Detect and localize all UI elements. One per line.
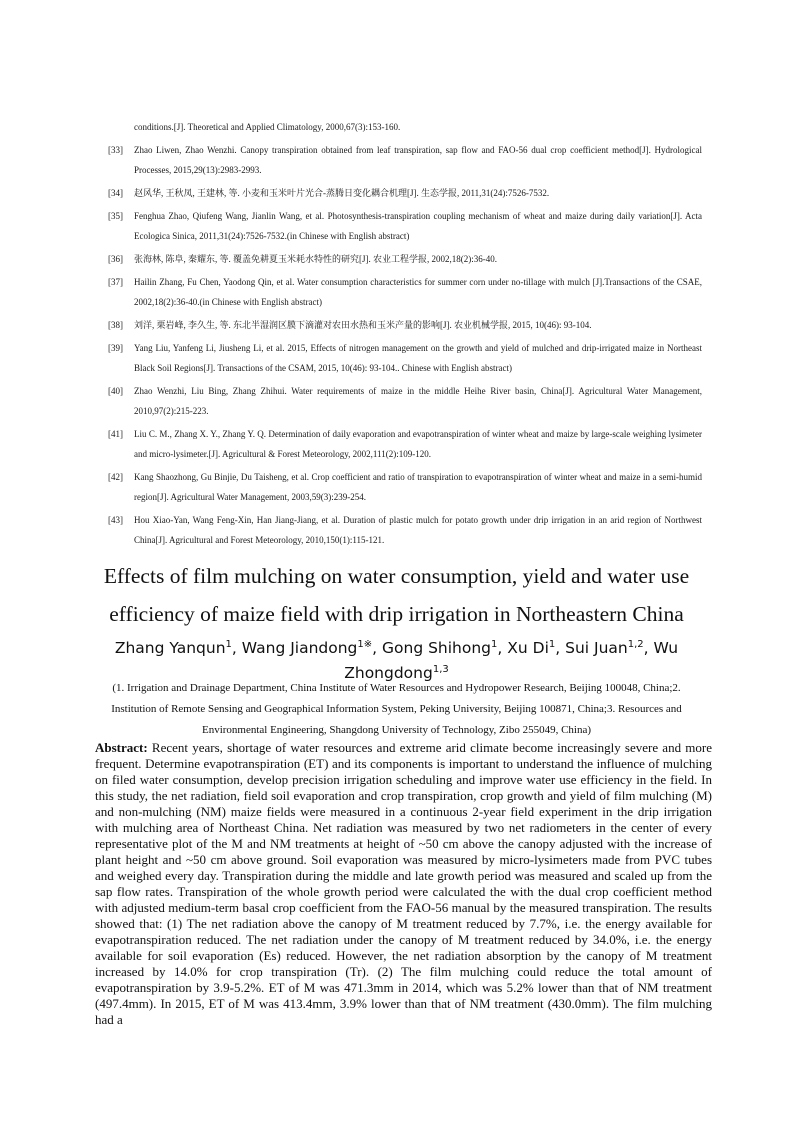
reference-item <box>108 249 702 269</box>
reference-text: Yang Liu, Yanfeng Li, Jiusheng Li, et al. 2015, Effects of nitrogen management on the growth and yield of mulched and drip-irrigated maize in Northeast Black Soil Regions[J]. Transactions of the CSAM, 2015, 10(46): 93-104.. Chinese with English abstract) <box>134 343 702 373</box>
reference-text: Hou Xiao-Yan, Wang Feng-Xin, Han Jiang-Jiang, et al. Duration of plastic mulch for potato growth under drip irrigation in an arid region of Northwest China[J]. Agricultural and Forest Meteorology, 2010,150(1):115-121. <box>134 515 702 545</box>
abstract-text: Recent years, shortage of water resources and extreme arid climate become increasingly severe and more frequent. Determine evapotranspiration (ET) and its components is important to understand the influence of mulching on filed water consumption, develop precision irrigation scheduling and improve water use efficiency in the field. In this study, the net radiation, field soil evaporation and crop transpiration, crop growth and yield of film mulching (M) and non-mulching (NM) maize fields were measured in a continuous 2-year field experiment in the drip irrigation with mulching area of Northeast China. Net radiation was measured by two net radiometers in the center of every representative plot of the M and NM treatments at height of ~50 cm above the canopy adjusted with the increase of plant height and ~50 cm above ground. Soil evaporation was measured by micro-lysimeters made from PVC tubes and weighed every day. Transpiration during the middle and late growth period was measured and scaled up from the sap flow rates. Transpiration of the whole growth period were calculated the with the dual crop coefficient method with adjusted medium-term basal crop coefficient from the FAO-56 manual by the measured transpiration. The results showed that: (1) The net radiation above the canopy of M treatment reduced by 7.7%, i.e. the energy available for evapotranspiration reduced. The net radiation under the canopy of M treatment reduced by 34.0%, i.e. the energy available for soil evaporation (Es) reduced. However, the net radiation absorption by the canopy of M treatment increased by 14.0% for crop transpiration (Tr). (2) The film mulching could reduce the total amount of evapotranspiration by 3.9-5.2%. ET of M was 471.3mm in 2014, which was 5.2% lower than that of NM treatment (497.4mm). In 2015, ET of M was 413.4mm, 3.9% lower than that of NM treatment (430.0mm). The film mulching had a <box>95 740 712 1027</box>
reference-number: [41] <box>108 429 123 439</box>
author-name: Sui Juan <box>565 639 628 658</box>
paper-title-line-1: Effects of film mulching on water consumption, yield and water use <box>103 564 690 588</box>
reference-number: [43] <box>108 515 123 525</box>
author-name: Gong Shihong <box>382 639 492 658</box>
reference-text: conditions.[J]. Theoretical and Applied Climatology, 2000,67(3):153-160. <box>134 122 401 132</box>
author-separator: , <box>372 639 382 658</box>
reference-number: [35] <box>108 211 123 221</box>
reference-item <box>108 338 702 378</box>
author-affiliation-mark: 1 <box>548 639 556 650</box>
reference-text: Kang Shaozhong, Gu Binjie, Du Taisheng, et al. Crop coefficient and ratio of transpiration to evapotranspiration of winter wheat and maize in a semi-humid region[J]. Agricultural Water Management, 2003,59(3):239-254. <box>134 472 702 502</box>
author-affiliation-mark: 1※ <box>357 639 373 650</box>
reference-item <box>108 467 702 507</box>
author-name: Xu Di <box>507 639 549 658</box>
reference-text: Liu C. M., Zhang X. Y., Zhang Y. Q. Determination of daily evaporation and evapotranspiration of winter wheat and maize by large-scale weighing lysimeter and micro-lysimeter.[J]. Agricultural & Forest Meteorology, 2002,111(2):109-120. <box>134 429 702 459</box>
reference-number: [40] <box>108 386 123 396</box>
reference-item <box>108 424 702 464</box>
affiliations: (1. Irrigation and Drainage Department, China Institute of Water Resources and Hydropower Research, Beijing 100048, China;2. Institution of Remote Sensing and Geographical Information System, Peking University, Beijing 100871, China;3. Resources and Environmental Engineering, Shangdong University of Technology, Zibo 255049, China) <box>111 682 682 736</box>
author-affiliation-mark: 1,3 <box>432 664 449 676</box>
author-separator: , <box>231 639 242 658</box>
reference-list <box>108 117 702 553</box>
reference-item <box>108 381 702 421</box>
reference-number: [42] <box>108 472 123 482</box>
reference-number: [33] <box>108 145 123 155</box>
reference-number: [39] <box>108 343 123 353</box>
author-list <box>80 634 713 684</box>
reference-item <box>108 206 702 246</box>
reference-item <box>108 140 702 180</box>
reference-text: 赵风华, 王秋凤, 王建林, 等. 小麦和玉米叶片光合-蒸腾日变化耦合机理[J]. 生态学报, 2011,31(24):7526-7532. <box>134 188 550 198</box>
reference-text: Zhao Liwen, Zhao Wenzhi. Canopy transpiration obtained from leaf transpiration, sap flow and FAO-56 dual crop coefficient method[J]. Hydrological Processes, 2015,29(13):2983-2993. <box>134 145 702 175</box>
author-separator: , <box>643 639 654 658</box>
reference-text: Zhao Wenzhi, Liu Bing, Zhang Zhihui. Water requirements of maize in the middle Heihe River basin, China[J]. Agricultural Water Management, 2010,97(2):215-223. <box>134 386 702 416</box>
author-separator: , <box>555 639 566 658</box>
reference-text: 刘洋, 栗岩峰, 李久生, 等. 东北半湿润区膜下滴灌对农田水热和玉米产量的影响[J]. 农业机械学报, 2015, 10(46): 93-104. <box>134 320 592 330</box>
author-affiliation-mark: 1 <box>491 639 498 650</box>
reference-item <box>108 272 702 312</box>
abstract <box>95 740 712 1028</box>
author-name: Wang Jiandong <box>241 639 358 658</box>
author-separator: , <box>497 639 508 658</box>
reference-number: [38] <box>108 320 123 330</box>
reference-item <box>108 183 702 203</box>
author-name: Wu Zhongdong <box>344 639 679 683</box>
reference-text: Fenghua Zhao, Qiufeng Wang, Jianlin Wang, et al. Photosynthesis-transpiration coupling mechanism of wheat and maize during daily variation[J]. Acta Ecologica Sinica, 2011,31(24):7526-7532.(in Chinese with English abstract) <box>134 211 702 241</box>
author-affiliation-mark: 1,2 <box>627 639 644 650</box>
reference-number: [34] <box>108 188 123 198</box>
reference-item <box>108 315 702 335</box>
author-name: Zhang Yanqun <box>114 639 226 658</box>
author-affiliation-mark: 1 <box>225 639 232 650</box>
reference-number: [37] <box>108 277 123 287</box>
reference-text: Hailin Zhang, Fu Chen, Yaodong Qin, et al. Water consumption characteristics for summer corn under no-tillage with mulch [J].Transactions of the CSAE, 2002,18(2):36-40.(in Chinese with English abstract) <box>134 277 702 307</box>
reference-number: [36] <box>108 254 123 264</box>
abstract-label: Abstract: <box>95 740 148 755</box>
paper-title-line-2: efficiency of maize field with drip irrigation in Northeastern China <box>109 602 684 626</box>
reference-item <box>108 510 702 550</box>
reference-item <box>108 117 702 137</box>
reference-text: 张海林, 陈阜, 秦耀东, 等. 覆盖免耕夏玉米耗水特性的研究[J]. 农业工程学报, 2002,18(2):36-40. <box>134 254 497 264</box>
